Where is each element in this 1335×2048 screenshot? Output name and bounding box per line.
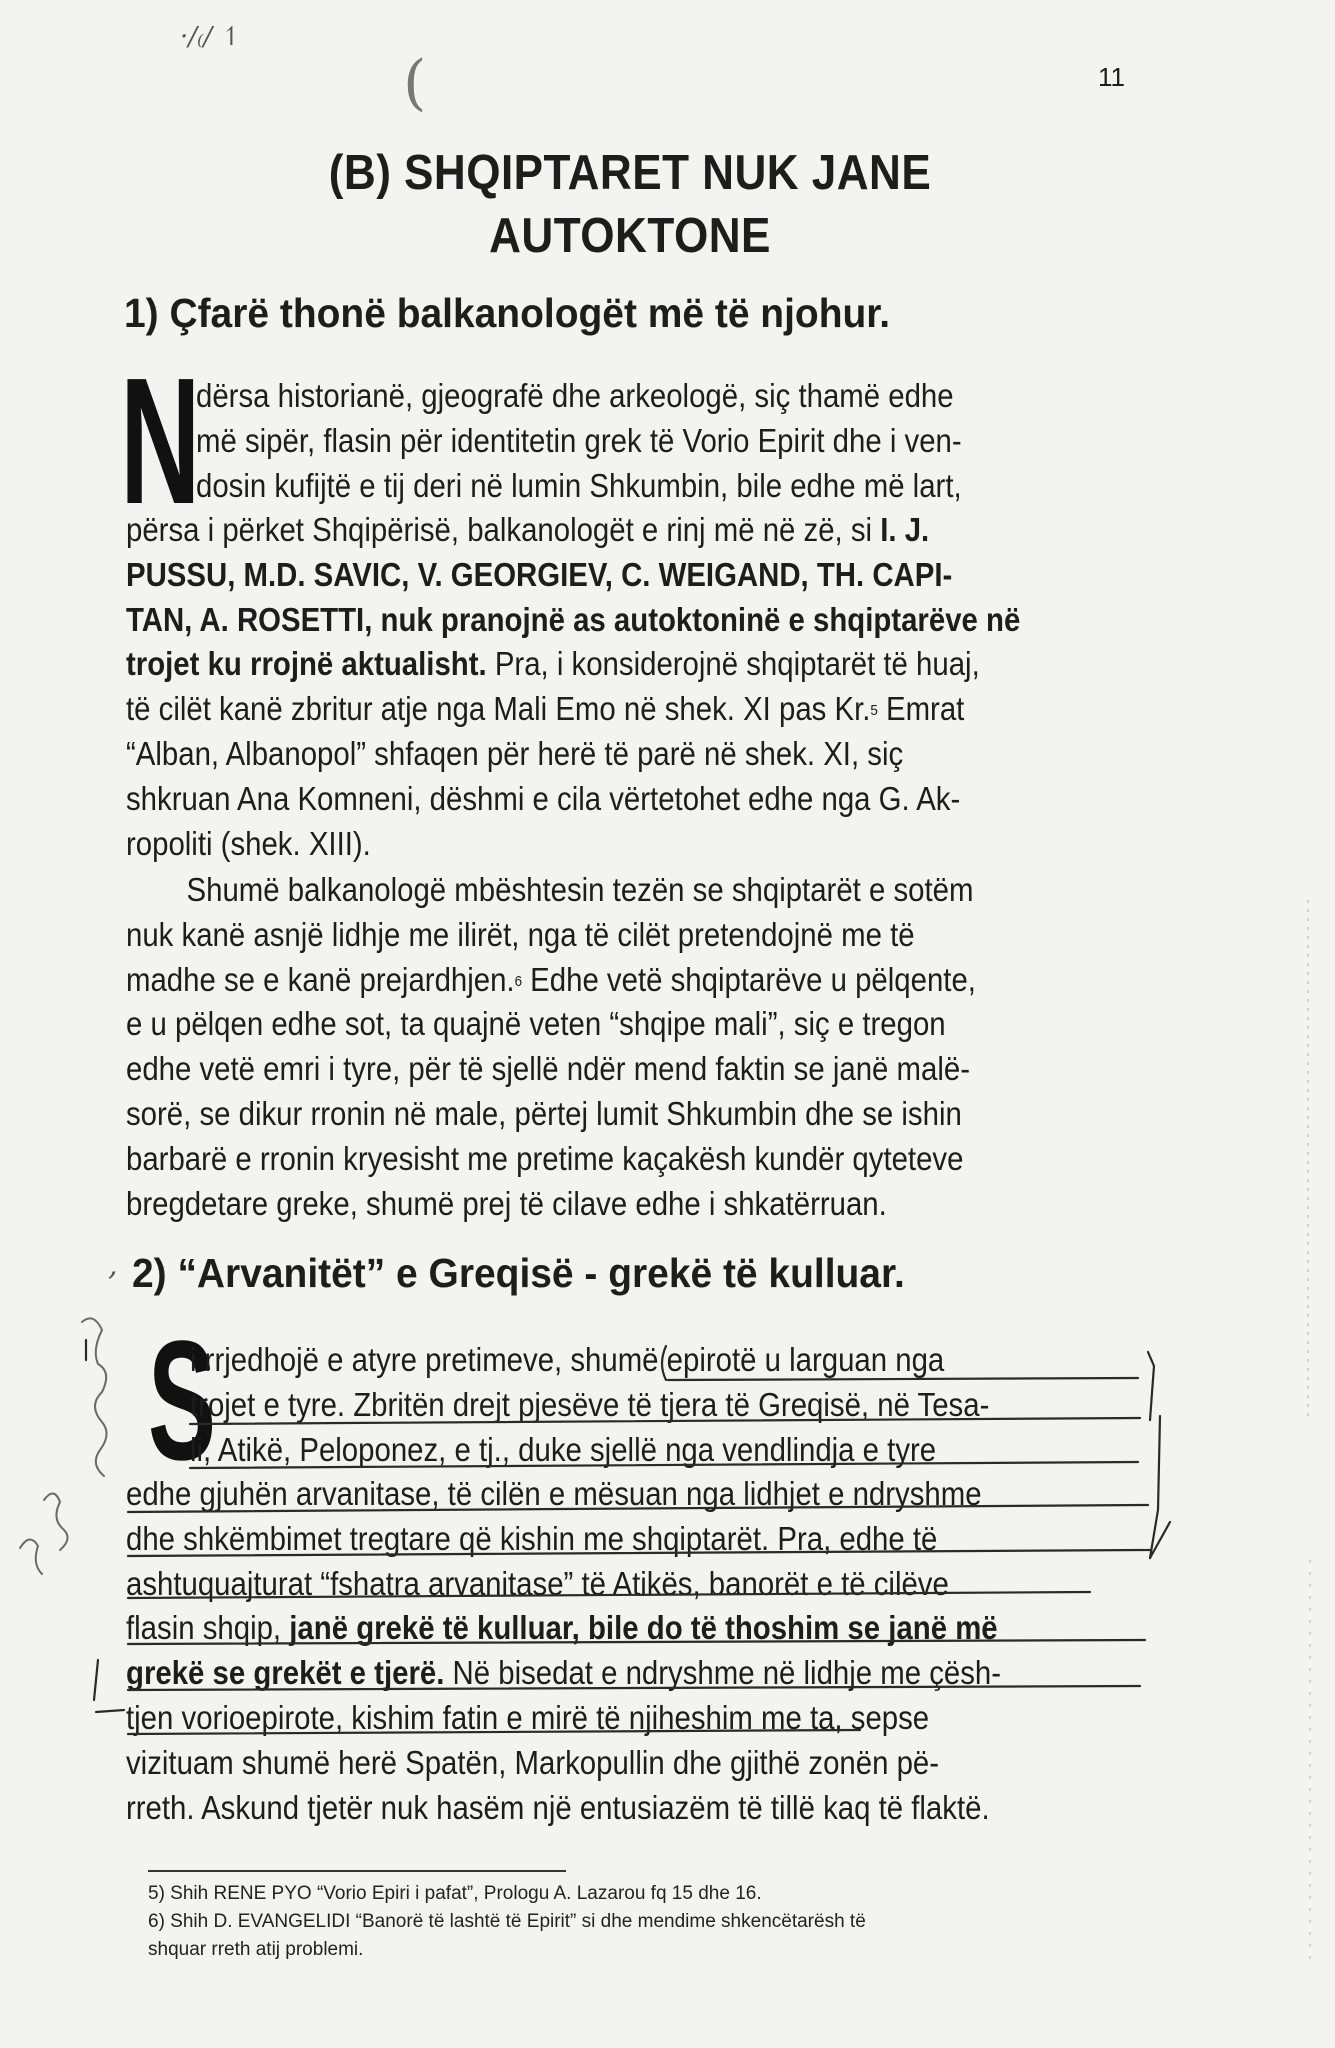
text-line: e u pëlqen edhe sot, ta quajnë veten “shqipe mali”, siç e tregon — [126, 1005, 946, 1043]
text-line: tjen vorioepirote, kishim fatin e mirë të njiheshim me ta, sepse — [126, 1698, 930, 1736]
text-line: sorë, se dikur rronin në male, përtej lumit Shkumbin dhe se ishin — [126, 1094, 962, 1132]
bold-run: PUSSU, M.D. SAVIC, V. GEORGIEV, C. WEIGAND, TH. CAPI- — [126, 555, 953, 593]
bold-run: grekë se grekët e tjerë. — [126, 1654, 445, 1692]
section-2-heading: 2) “Arvanitët” e Greqisë - grekë të kulluar. — [132, 1250, 905, 1296]
text-run: flasin shqip, — [126, 1609, 290, 1647]
text-run: Pra, i konsiderojnë shqiptarët të huaj, — [486, 645, 980, 683]
section-1-heading: 1) Çfarë thonë balkanologët më të njohur. — [124, 290, 891, 336]
text-line: dërsa historianë, gjeografë dhe arkeologë, siç thamë edhe — [196, 377, 954, 414]
footnote-6-cont: shquar rreth atij problemi. — [148, 1939, 364, 1960]
text-line: barbarë e rronin kryesisht me pretime kaçakësh kundër qyteteve — [126, 1139, 964, 1177]
text-line: dhe shkëmbimet tregtare që kishin me shqiptarët. Pra, edhe të — [126, 1519, 938, 1557]
text-line: ropoliti (shek. XIII). — [126, 824, 371, 862]
text-line: edhe vetë emri i tyre, për të sjellë ndër mend faktin se janë malë- — [126, 1050, 970, 1088]
text-line: shkruan Ana Komneni, dëshmi e cila vërtetohet edhe nga G. Ak- — [126, 779, 961, 817]
text-line: i rrjedhojë e atyre pretimeve, shumë epirotë u larguan nga — [190, 1341, 945, 1378]
footnote-ref: 5 — [870, 702, 878, 720]
footnote-ref: 6 — [514, 972, 523, 990]
dropcap-s: S — [148, 1306, 217, 1496]
bold-run: TAN, A. ROSETTI, nuk pranojnë as autoktoninë e shqiptarëve në — [126, 600, 1021, 638]
text-run: madhe se e kanë prejardhjen. — [126, 960, 515, 998]
text-line: nuk kanë asnjë lidhje me ilirët, nga të cilët pretendojnë me të — [126, 915, 915, 953]
text-line: dosin kufijtë e tij deri në lumin Shkumbin, bile edhe më lart, — [196, 466, 962, 504]
footnote-separator — [148, 1870, 566, 1872]
title-line-1: (B) SHQIPTARET NUK JANE — [328, 146, 932, 200]
text-line: rreth. Askund tjetër nuk hasëm një entusiazëm të tillë kaq të flaktë. — [126, 1788, 990, 1826]
text-run: Në bisedat e ndryshme në lidhje me çësh- — [444, 1654, 1002, 1692]
text-line: më sipër, flasin për identitetin grek të Vorio Epirit dhe i ven- — [196, 421, 962, 459]
text-line: “Alban, Albanopol” shfaqen për herë të parë në shek. XI, siç — [126, 734, 904, 772]
text-run: Emrat — [877, 690, 965, 728]
text-line: edhe gjuhën arvanitase, të cilën e mësuan nga lidhjet e ndryshme — [126, 1475, 982, 1512]
bold-run: janë grekë të kulluar, bile do të thoshim se janë më — [289, 1609, 998, 1647]
title-line-2: AUTOKTONE — [489, 209, 771, 263]
punch-hole-mark: ( — [403, 48, 427, 118]
dropcap-n: N — [120, 341, 201, 542]
text-line: vizituam shumë herë Spatën, Markopullin dhe gjithë zonën pë- — [126, 1743, 940, 1781]
handwritten-mark-top: ·/₍/ ↿ — [180, 22, 243, 52]
text-line: li, Atikë, Peloponez, e tj., duke sjellë nga vendlindja e tyre — [190, 1430, 937, 1468]
text-run: të cilët kanë zbritur atje nga Mali Emo në shek. XI pas Kr. — [126, 690, 871, 728]
text-run: Shumë balkanologë mbështesin tezën se shqiptarët e sotëm — [186, 871, 974, 908]
page-number: 11 — [1098, 62, 1125, 92]
handwritten-tick: , — [108, 1248, 118, 1283]
footnote-6: 6) Shih D. EVANGELIDI “Banorë të lashtë të Epirit” si dhe mendime shkencëtarësh të — [148, 1911, 866, 1932]
bold-run: I. J. — [880, 511, 930, 548]
bold-run: trojet ku rrojnë aktualisht. — [126, 645, 487, 683]
underline — [668, 1378, 1138, 1380]
text-line: bregdetare greke, shumë prej të cilave edhe i shkatërruan. — [126, 1184, 887, 1222]
text-line: trojet e tyre. Zbritën drejt pjesëve të tjera të Greqisë, në Tesa- — [190, 1385, 990, 1423]
text-run: përsa i përket Shqipërisë, balkanologët e rinj më në zë, si — [126, 511, 881, 548]
text-run: Edhe vetë shqiptarëve u pëlqente, — [522, 960, 976, 998]
text-line: ashtuquajturat “fshatra arvanitase” të Atikës, banorët e të cilëve — [126, 1564, 949, 1602]
footnote-5: 5) Shih RENE PYO “Vorio Epiri i pafat”, Prologu A. Lazarou fq 15 dhe 16. — [148, 1883, 762, 1904]
